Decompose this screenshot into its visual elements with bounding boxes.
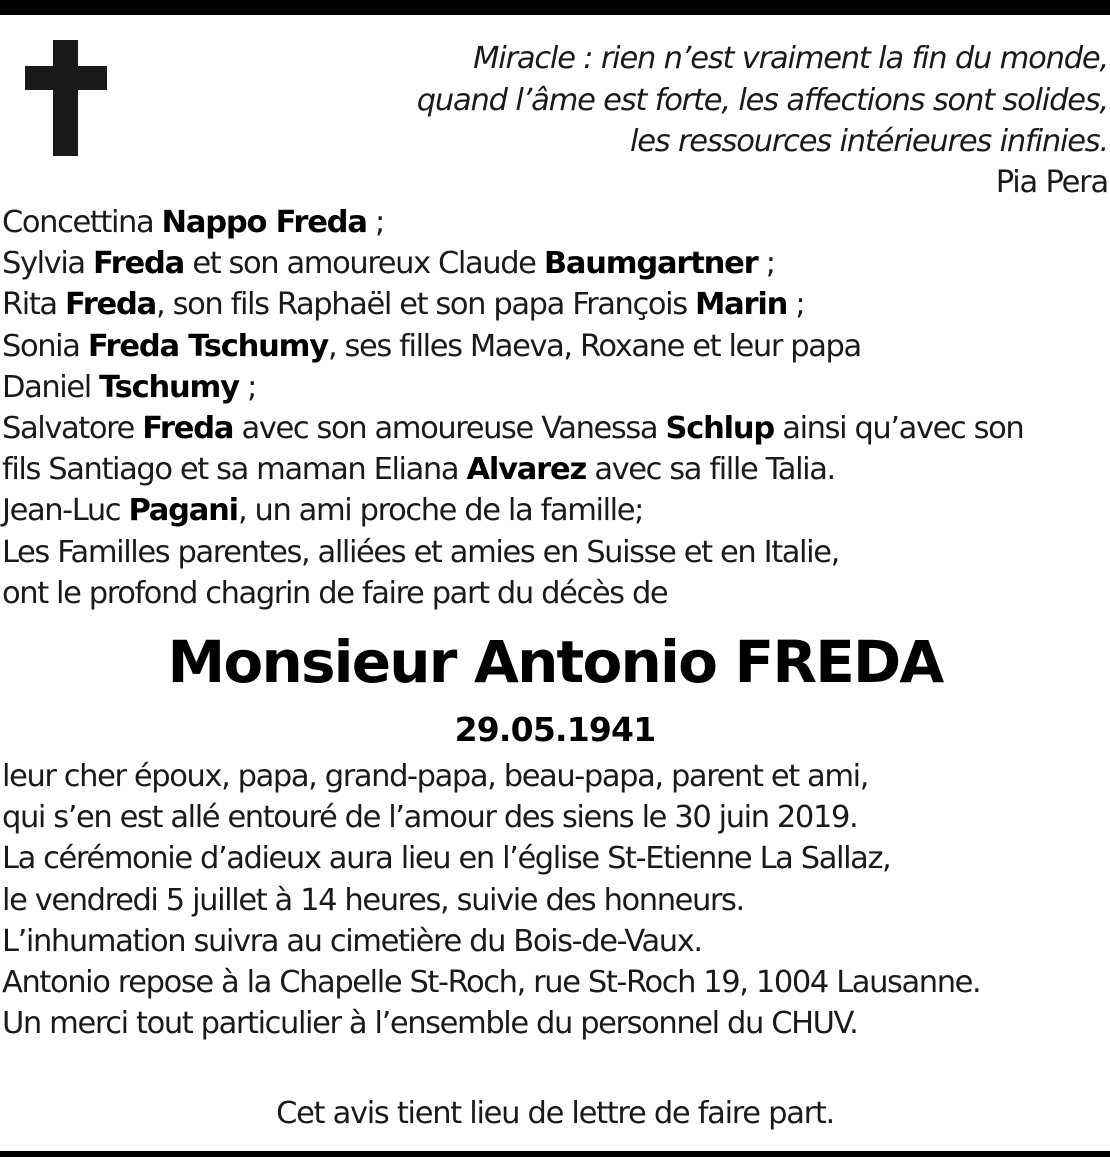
- family-line: Sylvia Freda et son amoureux Claude Baumgartner ;: [2, 246, 775, 282]
- family-surname: Baumgartner: [543, 246, 758, 282]
- family-surname: Freda: [142, 411, 234, 447]
- body-line: Antonio repose à la Chapelle St-Roch, rue St-Roch 19, 1004 Lausanne.: [2, 965, 981, 1001]
- family-announcement: [2, 202, 1102, 614]
- quote-line: les ressources intérieures infinies.: [629, 124, 1108, 159]
- birth-date: 29.05.1941: [454, 710, 656, 749]
- family-line: Concettina Nappo Freda ;: [2, 205, 384, 240]
- family-surname: Schlup: [665, 411, 775, 447]
- family-surname: Tschumy: [99, 369, 239, 405]
- family-line: Les Familles parentes, alliées et amies en Suisse et en Italie,: [2, 534, 839, 570]
- bottom-rule: [0, 1151, 1110, 1157]
- quote-author: Pia Pera: [995, 165, 1108, 200]
- quote-line: Miracle : rien n’est vraiment la fin du monde,: [473, 41, 1108, 76]
- closing-note: Cet avis tient lieu de lettre de faire part.: [276, 1096, 834, 1131]
- cross-vertical-bar: [53, 40, 78, 156]
- family-surname: Marin: [694, 287, 788, 323]
- body-line: leur cher époux, papa, grand-papa, beau-papa, parent et ami,: [2, 759, 869, 794]
- family-surname: Pagani: [128, 493, 238, 529]
- family-line: Salvatore Freda avec son amoureuse Vanessa Schlup ainsi qu’avec son: [2, 411, 1024, 447]
- family-surname: Nappo Freda: [161, 205, 367, 240]
- family-line: Rita Freda, son fils Raphaël et son papa François Marin ;: [2, 287, 805, 323]
- family-surname: Freda: [65, 287, 157, 323]
- body-line: L’inhumation suivra au cimetière du Bois-de-Vaux.: [2, 923, 702, 959]
- family-surname: Freda: [93, 246, 185, 282]
- latin-cross-icon: [25, 40, 107, 156]
- family-surname: Freda Tschumy: [87, 328, 328, 364]
- body-line: La cérémonie d’adieux aura lieu en l’église St-Etienne La Sallaz,: [2, 841, 891, 877]
- family-line: Daniel Tschumy ;: [2, 369, 256, 405]
- body-line: le vendredi 5 juillet à 14 heures, suivie des honneurs.: [2, 882, 744, 918]
- body-line: qui s’en est allé entouré de l’amour des siens le 30 juin 2019.: [2, 800, 858, 836]
- family-line: ont le profond chagrin de faire part du décès de: [2, 575, 668, 611]
- family-line: fils Santiago et sa maman Eliana Alvarez avec sa fille Talia.: [2, 452, 835, 488]
- top-rule: [0, 0, 1110, 15]
- family-surname: Alvarez: [466, 452, 587, 488]
- deceased-name: Monsieur Antonio FREDA: [167, 628, 943, 696]
- epigraph-quote: [288, 38, 1108, 163]
- announcement-body: [2, 756, 1102, 1044]
- family-line: Jean-Luc Pagani, un ami proche de la famille;: [2, 493, 643, 529]
- quote-line: quand l’âme est forte, les affections sont solides,: [416, 82, 1108, 118]
- family-line: Sonia Freda Tschumy, ses filles Maeva, Roxane et leur papa: [2, 328, 861, 364]
- body-line: Un merci tout particulier à l’ensemble du personnel du CHUV.: [2, 1006, 858, 1042]
- cross-horizontal-bar: [25, 66, 107, 90]
